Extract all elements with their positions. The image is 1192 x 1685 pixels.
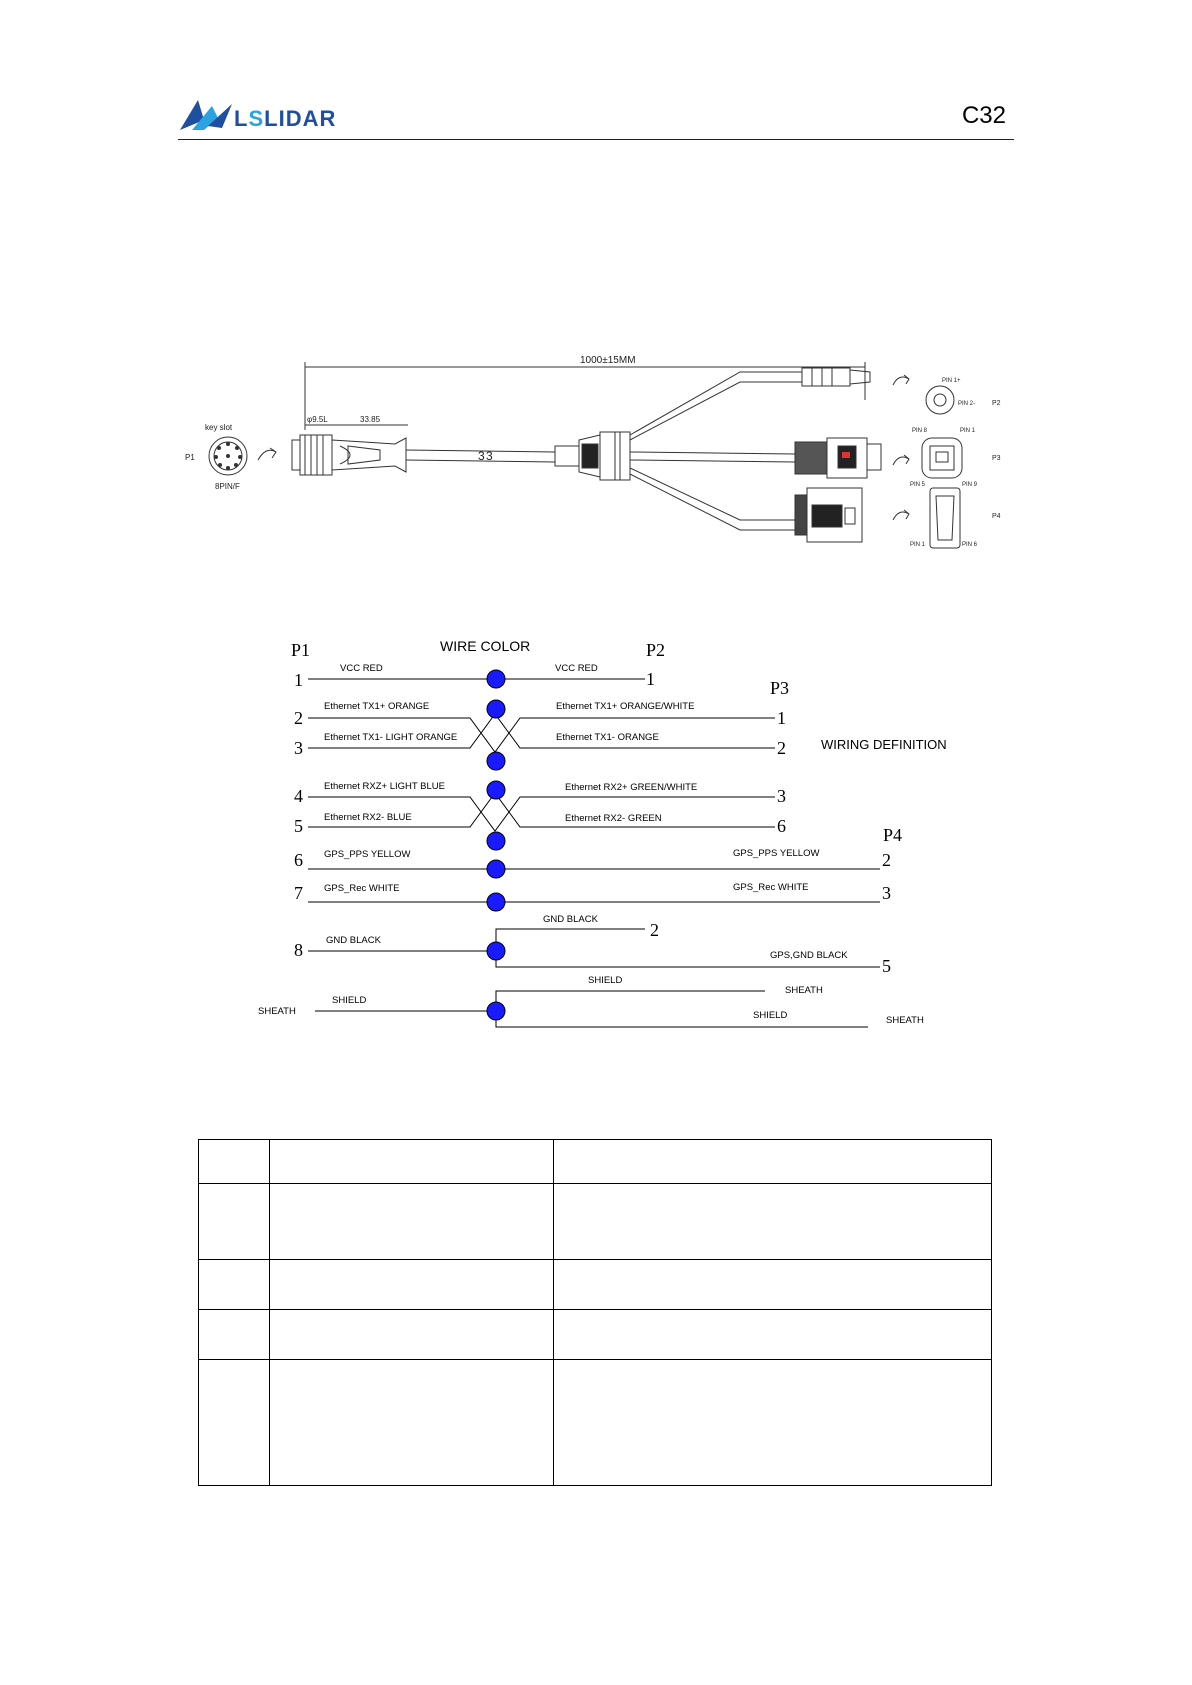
splice-dot xyxy=(487,781,505,799)
table-row xyxy=(199,1260,992,1310)
table-cell xyxy=(554,1260,992,1310)
wire-label-right-gnd-black: GND BLACK xyxy=(543,914,598,925)
p2-pin2-label: PIN 2- xyxy=(958,401,976,407)
p1-pin-6: 6 xyxy=(294,850,303,870)
cable-splitter xyxy=(555,432,630,480)
page-header xyxy=(178,96,1014,140)
p2-connector xyxy=(802,368,870,386)
p4-pin-2: 2 xyxy=(882,850,891,870)
splice-dot xyxy=(487,832,505,850)
p2-drawing-label: P2 xyxy=(992,400,1001,407)
wiring-definition-title: WIRING DEFINITION xyxy=(821,737,947,752)
wire-label-gps-pps: GPS_PPS YELLOW xyxy=(324,849,411,860)
brand-name: LSLIDAR xyxy=(234,106,337,131)
p2-label: P2 xyxy=(646,640,666,660)
total-length-label: 1000±15MM xyxy=(580,355,636,366)
wire-label-right-gps-gnd: GPS,GND BLACK xyxy=(770,950,848,961)
table-cell xyxy=(554,1360,992,1486)
wire-label-right-vcc: VCC RED xyxy=(555,663,598,674)
header-rule xyxy=(178,139,1014,140)
table-row xyxy=(199,1140,992,1184)
table-cell xyxy=(270,1310,554,1360)
p4-drawing-label: P4 xyxy=(992,513,1001,520)
svg-text:3: 3 xyxy=(486,449,493,463)
p3-pin8-label: PIN 8 xyxy=(912,428,928,434)
splice-dot xyxy=(487,942,505,960)
view-arrow-icon xyxy=(893,510,909,520)
view-arrow-icon xyxy=(893,375,909,385)
spec-table xyxy=(198,1139,992,1486)
p3-pin-3: 3 xyxy=(777,786,786,806)
wire-label-right-rx2-plus: Ethernet RX2+ GREEN/WHITE xyxy=(565,782,698,793)
table-cell xyxy=(270,1260,554,1310)
p3-face xyxy=(922,438,962,478)
p3-pin1-label: PIN 1 xyxy=(960,428,976,434)
view-arrow-icon xyxy=(893,455,909,465)
p1-pin-5: 5 xyxy=(294,816,303,836)
length-dim-label: 33.85 xyxy=(360,415,381,424)
sheath-label-left: SHEATH xyxy=(258,1006,296,1017)
p4-face xyxy=(930,488,960,548)
p4-label: P4 xyxy=(883,825,903,845)
table-cell xyxy=(270,1184,554,1260)
p2-pin1-label: PIN 1+ xyxy=(942,378,961,384)
table-cell xyxy=(199,1184,270,1260)
p4-pin6-label: PIN 6 xyxy=(962,542,978,548)
p3-drawing-label: P3 xyxy=(992,455,1001,462)
p2-pin-1: 1 xyxy=(646,669,655,689)
p1-pin-8: 8 xyxy=(294,940,303,960)
wire-label-gps-rec: GPS_Rec WHITE xyxy=(324,883,400,894)
p3-connector xyxy=(795,438,881,478)
wire-label-tx1-plus: Ethernet TX1+ ORANGE xyxy=(324,701,430,712)
table-cell xyxy=(199,1260,270,1310)
table-cell xyxy=(199,1140,270,1184)
p1-label: P1 xyxy=(291,640,311,660)
table-cell xyxy=(554,1184,992,1260)
p1-pin-4: 4 xyxy=(294,786,303,806)
table-cell xyxy=(199,1360,270,1486)
pin-count-label: 8PIN/F xyxy=(215,482,240,491)
splice-dot xyxy=(487,752,505,770)
table-cell xyxy=(270,1140,554,1184)
splice-dot xyxy=(487,1002,505,1020)
sheath-label-bottom: SHEATH xyxy=(886,1015,924,1026)
p4-pin-5: 5 xyxy=(882,956,891,976)
p1-pin-7: 7 xyxy=(294,883,303,903)
wire-label-rx2-minus: Ethernet RX2- BLUE xyxy=(324,812,412,823)
shield-label-left: SHIELD xyxy=(332,995,367,1006)
wire-label-right-gps-rec: GPS_Rec WHITE xyxy=(733,882,809,893)
wiring-diagram xyxy=(0,620,1192,1040)
splice-dot xyxy=(487,860,505,878)
p1-connector-body xyxy=(292,435,406,475)
table-cell xyxy=(554,1310,992,1360)
p4-pin-3: 3 xyxy=(882,883,891,903)
p1-connector-face xyxy=(209,437,247,475)
table-cell xyxy=(199,1310,270,1360)
p4-pin9-label: PIN 9 xyxy=(962,482,978,488)
p3-pin-6: 6 xyxy=(777,816,786,836)
document-id: C32 xyxy=(961,102,1006,129)
wire-label-tx1-minus: Ethernet TX1- LIGHT ORANGE xyxy=(324,732,458,743)
p1-pin-1: 1 xyxy=(294,670,303,690)
p3-pin-2: 2 xyxy=(777,738,786,758)
wire-label-vcc-red: VCC RED xyxy=(340,663,383,674)
small-dim-label: φ9.5L xyxy=(307,415,328,424)
splice-dot xyxy=(487,670,505,688)
splice-dot xyxy=(487,893,505,911)
table-row xyxy=(199,1310,992,1360)
table-cell xyxy=(554,1140,992,1184)
p1-drawing-label: P1 xyxy=(185,453,195,462)
table-row xyxy=(199,1360,992,1486)
wire-label-right-tx1-minus: Ethernet TX1- ORANGE xyxy=(556,732,659,743)
p4-pin5-label: PIN 5 xyxy=(910,482,926,488)
p3-pin-1: 1 xyxy=(777,708,786,728)
shield-label-top: SHIELD xyxy=(588,975,623,986)
p2-face xyxy=(926,386,954,414)
shield-label-bottom: SHIELD xyxy=(753,1010,788,1021)
wire-label-right-rx2-minus: Ethernet RX2- GREEN xyxy=(565,813,662,824)
cable-drawing xyxy=(0,340,1192,590)
table-cell xyxy=(270,1360,554,1486)
p4-pin1-label: PIN 1 xyxy=(910,542,926,548)
wire-label-right-gps-pps: GPS_PPS YELLOW xyxy=(733,848,820,859)
gnd-pin-2: 2 xyxy=(650,920,659,940)
key-slot-label: key slot xyxy=(205,423,233,432)
svg-text:3: 3 xyxy=(478,449,485,463)
lslidar-logo-icon xyxy=(178,98,234,138)
wire-label-rx2-plus: Ethernet RXZ+ LIGHT BLUE xyxy=(324,781,445,792)
table-row xyxy=(199,1184,992,1260)
wire-label-gnd-black: GND BLACK xyxy=(326,935,381,946)
p4-connector xyxy=(795,488,862,542)
wire-label-right-tx1-plus: Ethernet TX1+ ORANGE/WHITE xyxy=(556,701,695,712)
p1-pin-3: 3 xyxy=(294,738,303,758)
splice-dot xyxy=(487,700,505,718)
p1-pin-2: 2 xyxy=(294,708,303,728)
p3-label: P3 xyxy=(770,678,790,698)
view-arrow-icon xyxy=(258,448,276,460)
sheath-label-top: SHEATH xyxy=(785,985,823,996)
wire-color-title: WIRE COLOR xyxy=(440,638,531,654)
